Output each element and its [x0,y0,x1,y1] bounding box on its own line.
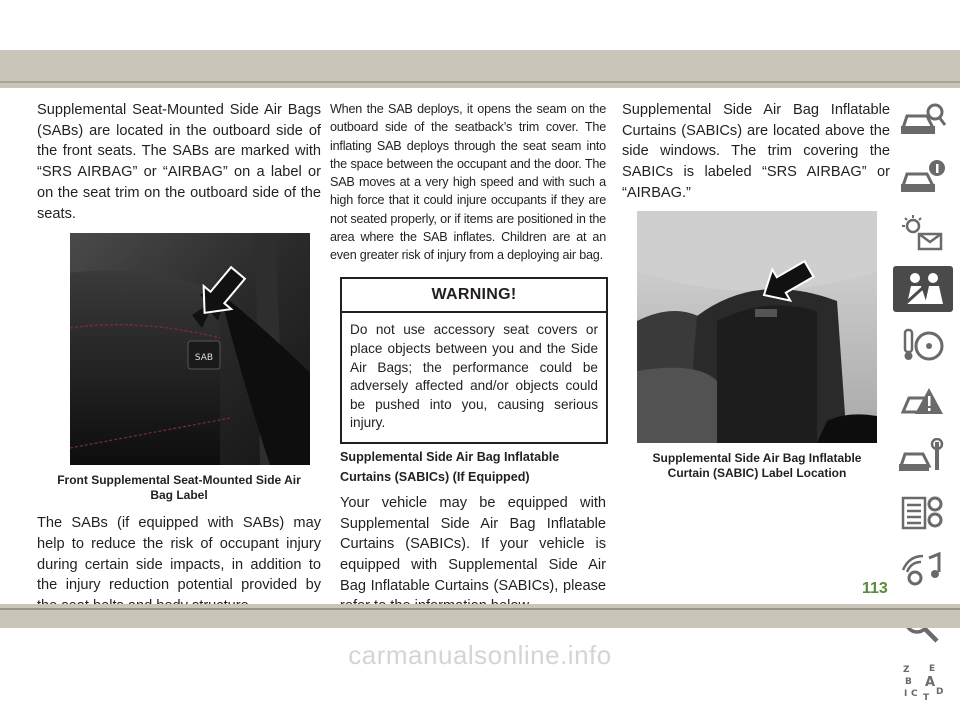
seat-sab-paragraph: Supplemental Seat-Mounted Side Air Bags (SABs) are located in the outboard side of the front seats. The SABs are marked with “SRS AIRBAG” or “AIRBAG” on a label or on the seat trim on the outboard side of the seats. [37,102,321,222]
index-letter: C [911,689,918,699]
index-letter: Z [903,665,910,675]
index-letter: D [936,687,944,697]
settings-list-icon[interactable] [893,490,953,536]
warning-body: Do not use accessory seat covers or place objects between you and the Side Air Bags; the performance could be adversely affected and/or objects could be pushed into you, causing serious injury. [350,322,598,431]
seat-sab-photo-caption: Front Supplemental Seat-Mounted Side Air Bag Label [57,473,301,503]
header-band [0,50,960,88]
safety-seatbelt-icon[interactable] [893,266,953,312]
dashboard-lights-icon[interactable] [893,210,953,256]
column-middle [330,100,606,617]
index-letter: I [904,689,908,699]
page-top-margin [0,0,960,50]
footer-band [0,604,960,628]
sab-benefit-paragraph: The SABs (if equipped with SABs) may help to reduce the risk of occupant injury during certain side impacts, in addition to the injury reduction potential provided by [37,515,321,594]
index-letter: A [925,675,936,690]
sabic-photo [637,211,877,443]
key-steering-icon[interactable] [893,322,953,368]
car-search-icon[interactable] [893,98,953,144]
column-right [622,100,890,481]
seat-sab-photo [70,233,310,465]
index-letter: E [929,664,936,674]
index-letter: B [905,677,912,687]
sab-label-text: SAB [194,353,214,364]
sab-deploy-paragraph: When the SAB deploys, it opens the seam on the outboard side of the seatback’s trim cover. The inflating SAB deploys through the seat seam into the space between the occupant and the door. The SAB moves at a very high speed and with such a high force that it could injure occupants if they are not seated properly, or if items are positioned in the area where the SAB inflates. Children are at an even greater risk of injury from a deploying air bag. [330,102,606,263]
car-tools-icon[interactable] [893,434,953,480]
column-left [37,100,321,617]
car-info-icon[interactable] [893,154,953,200]
sabic-intro-paragraph: Your vehicle may be equipped with Supplemental Side Air Bag Inflatable Curtains (SABICs). If your vehicle is equipped with Supplemental Side Air Bag Inflatable Curtains (SABICs), please [340,494,606,594]
multimedia-icon[interactable] [893,546,953,592]
sabic-location-paragraph: Supplemental Side Air Bag Inflatable Curtains (SABICs) are located above the side windows. The trim covering the SABICs is labeled “SRS AIRBAG” or “AIRBAG.” [622,102,890,201]
index-letter: T [923,693,930,702]
watermark: carmanualsonline.info [348,640,612,670]
warning-box [340,277,608,444]
pillar-photo-illustration [637,211,877,443]
sabic-subheading: Supplemental Side Air Bag Inflatable Curtains (SABICs) (If Equipped) [340,449,560,484]
page-number: 113 [862,580,888,597]
sabic-photo-caption: Supplemental Side Air Bag Inflatable Curtain (SABIC) Label Location [652,450,862,480]
warning-title: WARNING! [342,279,606,314]
seat-photo-illustration [70,233,310,465]
car-warning-triangle-icon[interactable] [893,378,953,424]
